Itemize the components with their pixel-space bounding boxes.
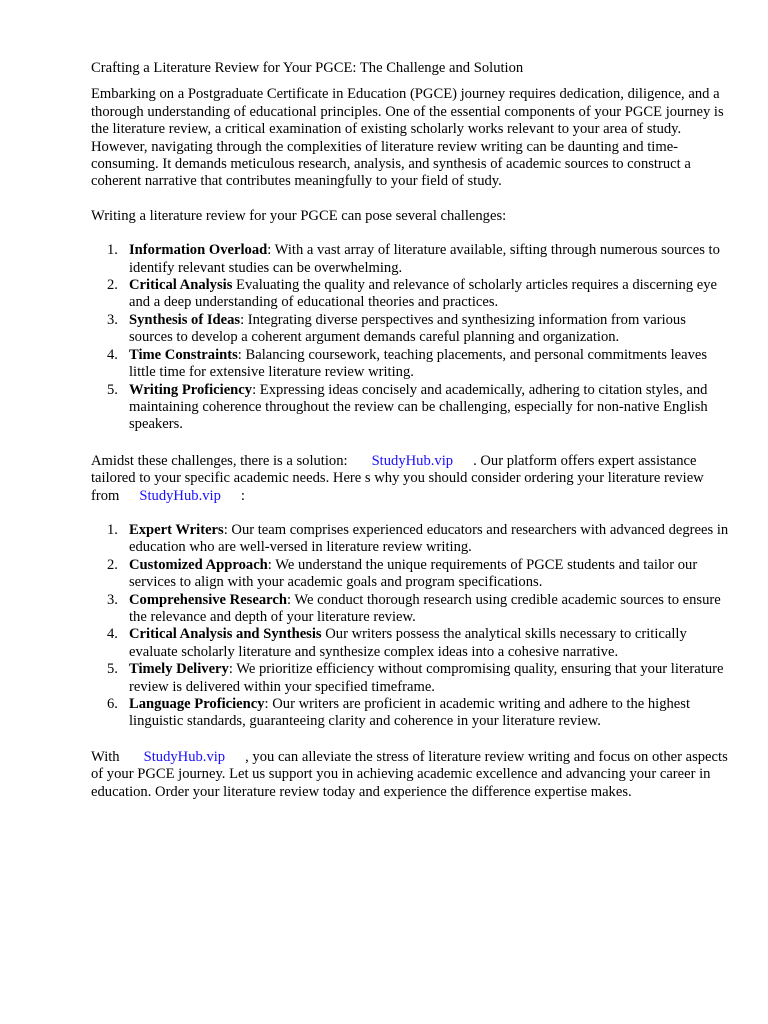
list-term: Writing Proficiency [129, 381, 253, 398]
challenges-lead: Writing a literature review for your PGCE can pose several challenges: [91, 207, 507, 224]
list-text: Evaluating the quality and relevance of scholarly articles requires a discerning eye and a deep understanding of educational theories and practices. [129, 277, 718, 311]
list-term: Critical Analysis [129, 277, 233, 294]
list-item [91, 696, 731, 731]
list-number: 1. [107, 521, 118, 538]
closing-text-2: , you can alleviate the stress of literature review writing and focus on other aspects of your PGCE journey. Let us support you in achieving academic excellence and advancing your career in education. Order your literature review today and experience the difference expertise makes. [91, 748, 728, 800]
document-title: Crafting a Literature Review for Your PGCE: The Challenge and Solution [91, 60, 524, 76]
list-item [91, 242, 731, 277]
list-number: 6. [107, 696, 118, 712]
list-term: Timely Delivery [129, 661, 229, 678]
list-number: 2. [107, 277, 118, 294]
closing-text-1: With [91, 748, 120, 765]
solution-text-1: Amidst these challenges, there is a solution: [91, 452, 348, 469]
list-text: : We understand the unique requirements of PGCE students and tailor our services to align with your academic goals and program specifications. [129, 556, 698, 591]
list-item [91, 347, 731, 382]
solution-paragraph [91, 453, 731, 505]
list-number: 3. [107, 591, 118, 608]
document-page [91, 60, 731, 818]
list-item [91, 592, 731, 627]
closing-paragraph [91, 749, 731, 801]
list-term: Customized Approach [129, 556, 268, 573]
list-term: Synthesis of Ideas [129, 311, 241, 328]
list-term: Comprehensive Research [129, 591, 287, 608]
list-number: 5. [107, 381, 118, 398]
studyhub-link[interactable]: StudyHub.vip [139, 487, 221, 504]
list-item [91, 557, 731, 592]
list-number: 4. [107, 626, 118, 643]
list-item [91, 382, 731, 434]
list-text: : Our team comprises experienced educators and researchers with advanced degrees in education who are well-versed in literature review writing. [129, 521, 729, 556]
list-term: Critical Analysis and Synthesis [129, 626, 322, 643]
studyhub-link[interactable]: StudyHub.vip [143, 748, 226, 765]
list-number: 5. [107, 661, 118, 678]
list-number: 1. [107, 242, 118, 259]
list-item [91, 312, 731, 347]
list-item [91, 661, 731, 696]
list-number: 3. [107, 311, 118, 328]
list-text: Our writers possess the analytical skills necessary to critically evaluate scholarly literature and synthesize complex ideas into a cohesive narrative. [129, 626, 687, 660]
list-term: Expert Writers [129, 521, 224, 538]
list-term: Language Proficiency [129, 696, 265, 712]
list-item [91, 277, 731, 312]
list-term: Time Constraints [129, 346, 238, 363]
solution-text-3: : [240, 487, 245, 504]
list-item [91, 522, 731, 557]
list-text: : We conduct thorough research using credible academic sources to ensure the relevance and depth of your literature review. [129, 591, 721, 625]
challenges-list [91, 242, 731, 433]
studyhub-link[interactable]: StudyHub.vip [371, 452, 454, 469]
list-term: Information Overload [129, 242, 268, 259]
list-text: : Integrating diverse perspectives and synthesizing information from various sources to develop a coherent argument demands careful planning and organization. [129, 311, 686, 346]
list-text: : We prioritize efficiency without compromising quality, ensuring that your literature review is delivered within your specified timeframe. [129, 661, 724, 695]
list-item [91, 626, 731, 661]
list-text: : Balancing coursework, teaching placements, and personal commitments leaves little time for extensive literature review writing. [129, 346, 708, 381]
list-text: : Expressing ideas concisely and academically, adhering to citation styles, and maintaining coherence throughout the review can be challenging, especially for non-native English speakers. [129, 381, 708, 433]
list-text: : With a vast array of literature available, sifting through numerous sources to identify relevant studies can be overwhelming. [129, 242, 720, 276]
solution-text-2: . Our platform offers expert assistance tailored to your specific academic needs. Here s why you should consider ordering your literature review from [91, 452, 704, 504]
intro-paragraph: Embarking on a Postgraduate Certificate in Education (PGCE) journey requires dedication, diligence, and a thorough understanding of educational principles. One of the essential components of your PGCE journey is the literature review, a critical examination of existing scholarly works relevant to your area of study. However, navigating through the complexities of literature review writing can be daunting and time-consuming. It demands meticulous research, analysis, and synthesis of academic sources to construct a coherent narrative that contributes meaningfully to your field of study. [91, 86, 724, 190]
list-number: 4. [107, 346, 118, 363]
list-text: : Our writers are proficient in academic writing and adhere to the highest linguistic standards, guaranteeing clarity and coherence in your literature review. [129, 696, 691, 730]
list-number: 2. [107, 556, 118, 573]
benefits-list [91, 522, 731, 731]
